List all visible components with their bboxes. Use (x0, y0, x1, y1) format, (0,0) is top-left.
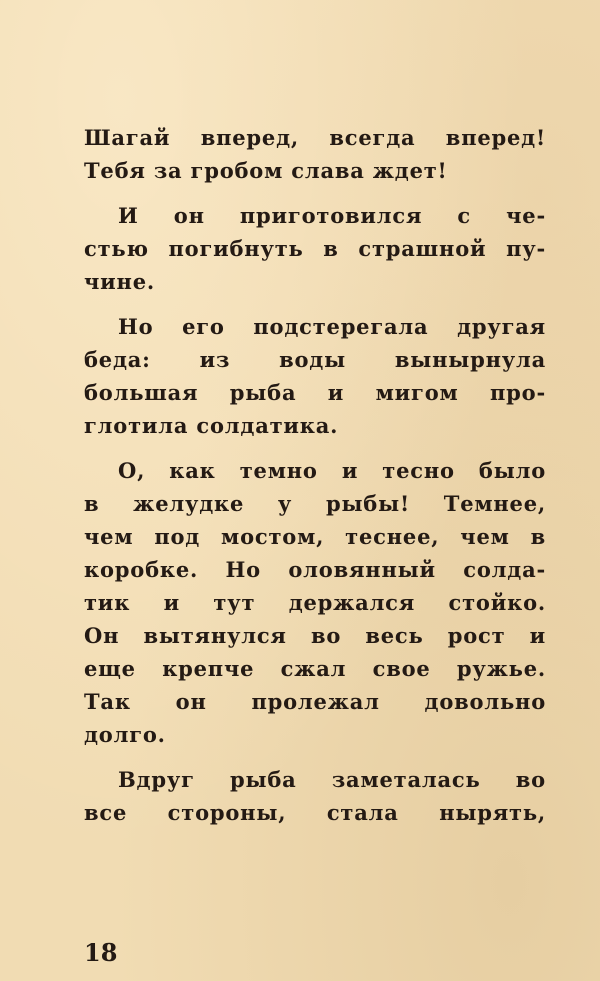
text-line: Вдруг рыба заметалась во (118, 767, 546, 792)
paragraph (84, 454, 546, 751)
verse-paragraph (84, 121, 546, 187)
text-line: беда: из воды вынырнула (84, 347, 546, 372)
text-line: Тебя за гробом слава ждет! (84, 158, 448, 183)
text-line: стью погибнуть в страшной пу- (84, 236, 546, 261)
text-line: О, как темно и тесно было (118, 458, 546, 483)
text-line: чем под мостом, теснее, чем в (84, 524, 546, 549)
text-line: И он приготовился с че- (118, 203, 546, 228)
text-line: глотила солдатика. (84, 413, 339, 438)
text-line: Но его подстерегала другая (118, 314, 546, 339)
text-line: еще крепче сжал свое ружье. (84, 656, 546, 681)
text-line: Он вытянулся во весь рост и (84, 623, 546, 648)
text-line: чине. (84, 269, 155, 294)
text-line: тик и тут держался стойко. (84, 590, 546, 615)
text-line: все стороны, стала нырять, (84, 800, 546, 825)
text-line: долго. (84, 722, 166, 747)
text-line: коробке. Но оловянный солда- (84, 557, 546, 582)
text-line: в желудке у рыбы! Темнее, (84, 491, 546, 516)
text-line: Так он пролежал довольно (84, 689, 546, 714)
body-text (84, 121, 546, 829)
paragraph (84, 763, 546, 829)
text-line: большая рыба и мигом про- (84, 380, 546, 405)
page-number: 18 (84, 938, 118, 967)
paragraph (84, 310, 546, 442)
text-line: Шагай вперед, всегда вперед! (84, 125, 546, 150)
paragraph (84, 199, 546, 298)
